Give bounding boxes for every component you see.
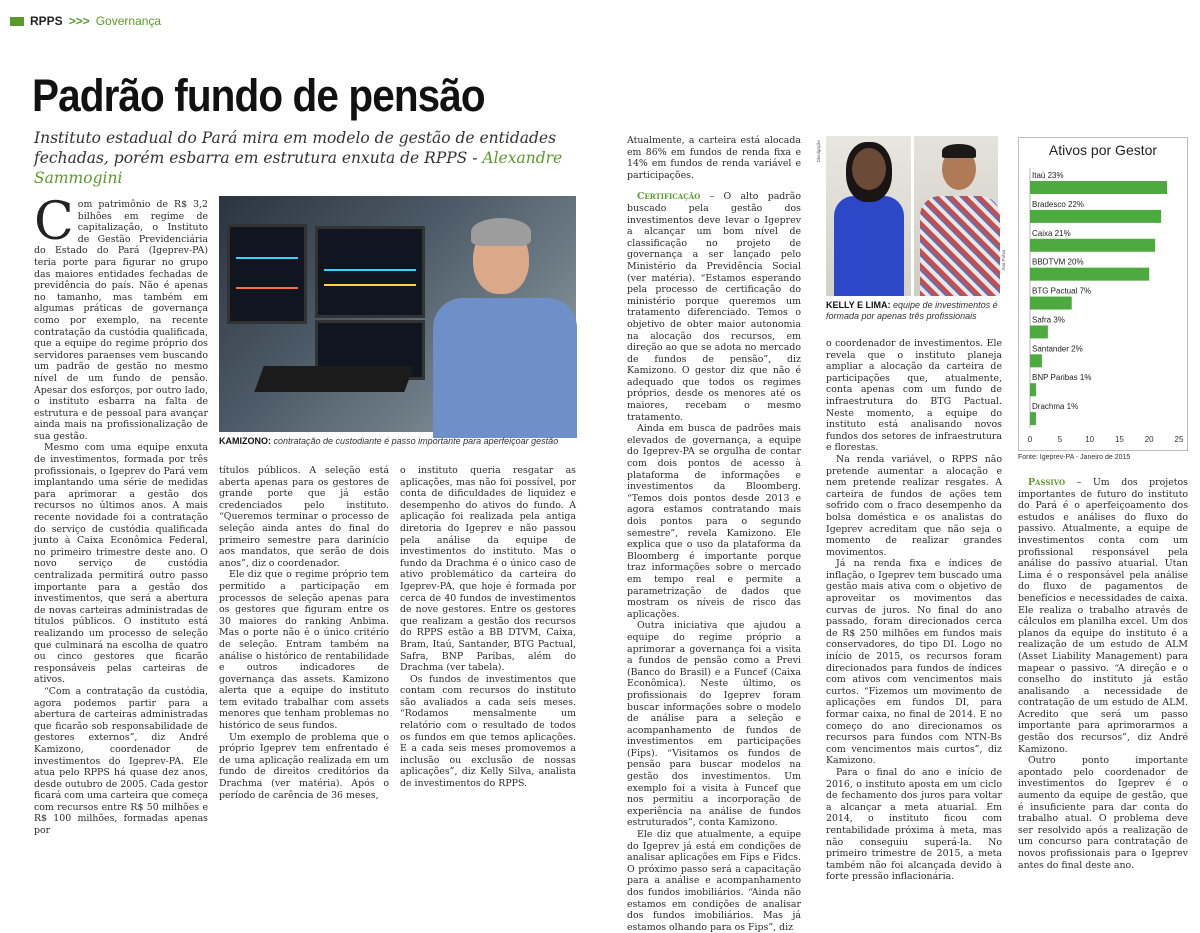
drop-cap: C xyxy=(34,192,74,252)
monitor-graphic xyxy=(315,226,425,318)
paragraph: “Com a contratação da custódia, agora podemos partir para a abertura de carteiras administradas que ficarão sob responsabilidade de gestores externos”, diz André Kamizono, coordenador de investimentos do Igeprev-PA. Ele atua pelo RPPS há quase dez anos, desde outubro de 2005. Cada gestor ficará com uma carteira que começa com recursos entre R$ 50 milhões e R$ 100 milhões, formadas apenas por xyxy=(34,685,208,837)
bar xyxy=(1030,297,1072,310)
paragraph-runin: Passivo – Um dos projetos importantes de futuro do instituto do Pará é o aperfeiçoamento dos estudos e análises do fluxo do passivo. Atualmente, a equipe de investimentos conta com um profissional responsável pela análise do passivo atuarial. Utan Lima é o responsável pela análise do fluxo de pagamentos de benefícios e necessidades de caixa. Ele realiza o trabalho através de cálculos em planilha excel. Um dos planos da equipe do instituto é a realização de um estudo de ALM (Asset Liability Management) para mapear o passivo. “A direção e o conselho do instituto já estão analisando a necessidade de contratação de um estudo de ALM. Acredito que será um passo importante para aprimorarmos a gestão dos recursos”, diz André Kamizono. xyxy=(1018,477,1188,755)
caption-name: KELLY E LIMA: xyxy=(826,300,891,310)
paragraph: o instituto queria resgatar as aplicações, mas não foi possível, por conta de dificuldades de liquidez e desempenho do ativos do fundo. A aplicação foi realizada pela antiga diretoria do Igeprev e não passou pela análise da equipe de investimentos do instituto. Mas o fundo da Drachma é o único caso de ativo problemático da carteira do Igeprev-PA, que hoje é formada por cerca de 40 fundos de investimentos de nove gestores. Entre os gestores que realizam a gestão dos recursos do RPPS estão a BB DTVM, Caixa, Bram, Itaú, Santander, BTG Pactual, Safra, BNP Paribas, além do Drachma (ver tabela). xyxy=(400,465,576,674)
article-title: Padrão fundo de pensão xyxy=(32,70,485,121)
caption-text: contratação de custodiante é passo importante para aperfeiçoar gestão xyxy=(273,436,559,446)
bar-chart-ativos-por-gestor xyxy=(1018,137,1188,451)
author-name: Alexandre Sammogini xyxy=(34,149,563,187)
paragraph: Um exemplo de problema que o próprio Igeprev tem enfrentado é de uma aplicação realizada em um fundo de direitos creditórios da Drachma (ver matéria). Após o período de carência de 36 meses, xyxy=(219,731,389,801)
paragraph: Ele diz que atualmente, a equipe do Igeprev já está em condições de analisar aplicações em Fips e Fidcs. O próximo passo será a capacitação para a análise e acompanhamento dos fundos imobiliários. “Ainda não estamos em condições de analisar dos fundos imobiliários. Mas já estamos olhando para os Fips”, diz xyxy=(627,829,801,933)
paragraph: Na renda variável, o RPPS não pretende aumentar a alocação e nem pretende realizar resgates. A carteira de fundos de ações tem sofrido com o fraco desempenho da bolsa doméstica e os analistas do Igeprev acreditam que não seja o momento de realizar grandes movimentos. xyxy=(826,453,1002,558)
paragraph: om patrimônio de R$ 3,2 bilhões em regime de capitalização, o Instituto de Gestão Previdenciária do Estado do Pará (Igeprev-PA) teria porte para figurar no grupo das maiores entidades fechadas de previdência do país. Não é apenas no tamanho, mas também em algumas práticas de governança como por exemplo, na recente contratação da custódia qualificada, que a equipe do regime próprio dos servidores paraenses vem buscando um padrão de gestão no mesmo nível de um fundo de pensão. Apesar dos esforços, por outro lado, o instituto esbarra na falta de estrutura e de pessoal para avançar ainda mais na profissionalização de sua gestão. xyxy=(34,199,208,442)
article-column-3 xyxy=(400,465,576,790)
paragraph: Ainda em busca de padrões mais elevados de governança, a equipe do Igeprev-PA se orgulha de contar com dois pontos de acesso à plataforma de informações e investimentos da Bloomberg. “Temos dois pontos desde 2013 e agora estamos contratando mais dois pontos para o segundo semestre”, revela Kamizono. Ele explica que o uso da plataforma da Bloomberg é importante porque traz informações sobre o mercado em tempo real e permite a parametrização de dados que mostram os níveis de risco das aplicações. xyxy=(627,423,801,620)
section-label: RPPS xyxy=(30,14,63,28)
bar-label: Santander 2% xyxy=(1032,344,1083,354)
article-deck xyxy=(34,128,594,188)
section-marker xyxy=(10,17,24,26)
bar xyxy=(1030,268,1149,281)
photo-credit-right: Ana Pulsa xyxy=(1001,250,1006,271)
photo-caption-kelly-lima xyxy=(826,300,1006,322)
section-arrows: >>> xyxy=(68,14,90,28)
paragraph: Mesmo com uma equipe enxuta de investimentos, formada por três profissionais, o Igeprev do Pará vem implantando uma série de medidas para aprimorar a gestão dos recursos no últimos anos. A mais recente novidade foi a contratação do serviço de custódia qualificada junto à Caixa Econômica Federal, no primeiro trimestre deste ano. O novo serviço de custódia centralizada permitirá outro passo importante para a gestão dos investimentos, que será a abertura de novas carteiras administradas de títulos públicos. O instituto está realizando um processo de seleção que culminará na escolha de quatro ou cinco gestores que ficarão responsáveis pelas carteiras de ativos. xyxy=(34,442,208,686)
bar-label: Bradesco 22% xyxy=(1032,199,1085,209)
bar xyxy=(1030,354,1042,367)
section-header xyxy=(10,12,161,30)
bar-label: Safra 3% xyxy=(1032,315,1065,325)
bar xyxy=(1030,412,1036,425)
bar-label: Itaú 23% xyxy=(1032,171,1064,180)
photo-kelly xyxy=(826,136,911,296)
author-separator: - xyxy=(467,149,483,167)
photo-credit-left: Divulgação xyxy=(816,140,821,163)
x-tick-label: 25 xyxy=(1174,435,1184,444)
bar xyxy=(1030,325,1048,338)
bar xyxy=(1030,239,1155,252)
paragraph: Os fundos de investimentos que contam com recursos do instituto são avaliados a cada seis meses. “Rodamos mensalmente um relatório com o resultado de todos os fundos em que temos aplicações. E a cada seis meses promovemos a inclusão ou exclusão de nossas aplicações”, diz Kelly Silva, analista de investimentos do RPPS. xyxy=(400,673,576,790)
caption-name: KAMIZONO: xyxy=(219,436,271,446)
paragraph: Para o final do ano e início de 2016, o instituto aposta em um ciclo de fechamento dos juros para voltar a alcançar a meta atuarial. Em 2014, o instituto ficou com rentabilidade próxima à meta, mas não conseguiu superá-la. No primeiro trimestre de 2015, a meta também não foi alcançada devido à forte pressão inflacionária. xyxy=(826,766,1002,883)
subsection-label: Governança xyxy=(95,14,162,28)
article-column-2 xyxy=(219,465,389,801)
chart-source: Fonte: Igeprev-PA - Janeiro de 2015 xyxy=(1018,454,1131,461)
paragraph: títulos públicos. A seleção está aberta apenas para os gestores de grande porte que já estão credenciados pelo instituto. “Queremos terminar o processo de seleção ainda antes do final do primeiro semestre para darinício aos mandatos, que serão de dois anos”, diz o coordenador. xyxy=(219,465,389,569)
paragraph: Atualmente, a carteira está alocada em 86% em fundos de renda fixa e 14% em fundos de renda variável e participações. xyxy=(627,135,801,181)
article-column-4 xyxy=(627,135,801,933)
photo-lima xyxy=(914,136,999,296)
paragraph-runin: Certificação – O alto padrão buscado pela gestão dos investimentos deve levar o Igeprev a alcançar um bom nível de classificação no projeto de governança a ser lançado pelo Ministério da Previdência Social (ver matéria). “Estamos esperando pela processo de certificação do ministério porque queremos um tratamento diferenciado. Temos o objetivo de obter maior autonomia na alocação dos recursos, em direção ao que se adota no mercado de fundos de pensão”, diz Kamizono. O gestor diz que não é adequado que todos os regimes próprios, desde os menores até os maiores, recebam o mesmo tratamento. xyxy=(627,191,801,423)
bar xyxy=(1030,210,1161,223)
article-column-6 xyxy=(1018,477,1188,871)
article-column-1 xyxy=(34,192,208,837)
bar xyxy=(1030,383,1036,396)
bar-label: BTG Pactual 7% xyxy=(1032,286,1092,296)
article-column-5 xyxy=(826,338,1002,883)
caption-text: equipe de investimentos é formada por apenas três profissionais xyxy=(826,300,998,321)
bar-label: BBDTVM 20% xyxy=(1032,257,1084,267)
paragraph: o coordenador de investimentos. Ele revela que o instituto planeja ampliar a alocação da carteira de participações que, atualmente, conta apenas com um fundo de infraestrutura do BTG Pactual. Neste momento, a equipe do instituto está analisando novos fundos dos setores de infraestrutura e florestas. xyxy=(826,338,1002,454)
chart-svg xyxy=(1019,138,1189,452)
chart-title: Ativos por Gestor xyxy=(1048,142,1158,158)
x-tick-label: 15 xyxy=(1114,435,1124,444)
bar-label: Caixa 21% xyxy=(1032,228,1071,238)
bar-label: Drachma 1% xyxy=(1032,402,1079,412)
photo-kelly-lima xyxy=(826,136,998,296)
paragraph: Outra iniciativa que ajudou a equipe do regime próprio a aprimorar a governança foi a visita a fundos de pensão como a Previ (Banco do Brasil) e a Funcef (Caixa Econômica). Neste último, os profissionais do Igeprev foram buscar informações sobre o modelo de análise para a seleção e acompanhamento de fundos de investimentos em participações (Fips). “Visitamos os fundos de pensão para buscar modelos na gestão dos investimentos. Um exemplo foi a visita à Funcef que nos permitiu a incorporação de experiência na análise de fundos estruturados”, conta Kamizono. xyxy=(627,620,801,829)
monitor-graphic xyxy=(227,224,307,324)
x-tick-label: 5 xyxy=(1057,435,1063,444)
x-tick-label: 0 xyxy=(1027,435,1033,444)
bar-label: BNP Paribas 1% xyxy=(1032,373,1092,383)
deck-text: Instituto estadual do Pará mira em modelo de gestão de entidades fechadas, porém esbarra em estrutura enxuta de RPPS xyxy=(34,129,557,167)
paragraph: Outro ponto importante apontado pelo coordenador de investimentos do Igeprev é o aumento da equipe de gestão, que é insuficiente para dar conta do trabalho atual. O problema deve ser resolvido após a realização de um concurso para contratação de novos profissionais para o Igeprev antes do final deste ano. xyxy=(1018,755,1188,871)
photo-caption-kamizono xyxy=(219,436,579,446)
paragraph: Ele diz que o regime próprio tem permitido a participação em processos de seleção apenas para os gestores que figuram entre os 30 maiores do ranking Anbima. Mas o porte não é o único critério de seleção. Entram também na análise o histórico de rentabilidade e outros indicadores de governança das assets. Kamizono alerta que a equipe do instituto tem evitado trabalhar com assets menores que tenham problemas no histórico de seus fundos. xyxy=(219,569,389,732)
x-tick-label: 10 xyxy=(1085,435,1095,444)
runin-heading: Certificação xyxy=(637,191,701,203)
person-figure xyxy=(427,214,577,432)
keyboard-graphic xyxy=(254,366,413,392)
x-tick-label: 20 xyxy=(1144,435,1154,444)
bar xyxy=(1030,181,1167,194)
paragraph: Já na renda fixa e índices de inflação, o Igeprev tem buscado uma gestão mais ativa com o objetivo de aproveitar os movimentos das curvas de juros. No final do ano passado, foram direcionados cerca de R$ 250 milhões em fundos mais conservadores, do tipo DI. Logo no início de 2015, os recursos foram direcionados para fundos de índices com ativos com vencimentos mais curtos. “Fizemos um movimento de aplicações em fundos DI, para formar caixa, no final de 2014. E no começo do ano direcionamos os recursos para fundos com NTN-Bs com vencimentos mais curtos”, diz Kamizono. xyxy=(826,558,1002,767)
photo-kamizono xyxy=(219,196,576,432)
runin-heading: Passivo xyxy=(1028,477,1066,488)
